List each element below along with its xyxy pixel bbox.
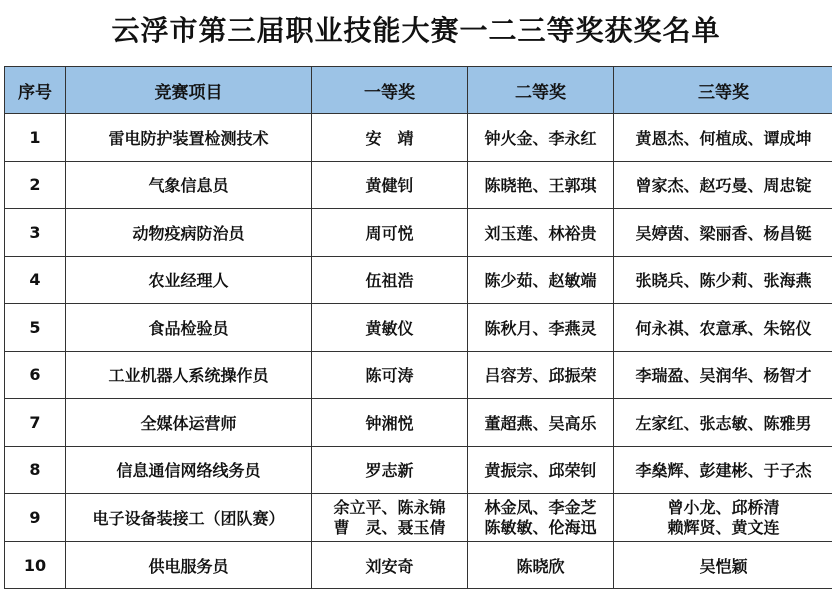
cell-second: 陈晓艳、王郭琪 — [468, 161, 614, 209]
cell-third — [614, 494, 832, 542]
cell-third: 李瑞盈、吴润华、杨智才 — [614, 351, 832, 399]
table-row — [5, 304, 832, 352]
cell-no: 4 — [5, 256, 66, 304]
cell-second: 陈秋月、李燕灵 — [468, 304, 614, 352]
cell-third: 李燊辉、彭建彬、于子杰 — [614, 446, 832, 494]
header-event: 竞赛项目 — [66, 67, 312, 114]
cell-first: 钟湘悦 — [312, 399, 468, 447]
header-third-prize: 三等奖 — [614, 67, 832, 114]
third-line-1: 曾小龙、邱桥清 — [667, 497, 780, 517]
cell-event: 食品检验员 — [66, 304, 312, 352]
cell-no: 2 — [5, 161, 66, 209]
cell-second: 钟火金、李永红 — [468, 114, 614, 162]
cell-third: 黄恩杰、何植成、谭成坤 — [614, 114, 832, 162]
cell-third: 何永祺、农意承、朱铭仪 — [614, 304, 832, 352]
cell-first: 罗志新 — [312, 446, 468, 494]
cell-second: 董超燕、吴高乐 — [468, 399, 614, 447]
cell-first: 伍祖浩 — [312, 256, 468, 304]
cell-no: 6 — [5, 351, 66, 399]
second-line-1: 林金凤、李金芝 — [484, 497, 597, 517]
cell-no: 10 — [5, 542, 66, 589]
cell-second: 刘玉莲、林裕贵 — [468, 209, 614, 257]
cell-event: 农业经理人 — [66, 256, 312, 304]
cell-third: 左家红、张志敏、陈雅男 — [614, 399, 832, 447]
page-title: 云浮市第三届职业技能大赛一二三等奖获奖名单 — [111, 14, 721, 47]
table-row — [5, 446, 832, 494]
cell-no: 8 — [5, 446, 66, 494]
header-second-prize: 二等奖 — [468, 67, 614, 114]
cell-first: 黄健钊 — [312, 161, 468, 209]
cell-no: 9 — [5, 494, 66, 542]
cell-event: 供电服务员 — [66, 542, 312, 589]
table-row — [5, 351, 832, 399]
table-row — [5, 542, 832, 589]
cell-event: 全媒体运营师 — [66, 399, 312, 447]
cell-event: 气象信息员 — [66, 161, 312, 209]
cell-no: 1 — [5, 114, 66, 162]
first-line-1: 余立平、陈永锦 — [333, 497, 446, 517]
cell-third: 张晓兵、陈少莉、张海燕 — [614, 256, 832, 304]
table-row — [5, 114, 832, 162]
cell-event: 动物疫病防治员 — [66, 209, 312, 257]
cell-event: 工业机器人系统操作员 — [66, 351, 312, 399]
cell-event: 雷电防护装置检测技术 — [66, 114, 312, 162]
cell-no: 5 — [5, 304, 66, 352]
cell-first: 黄敏仪 — [312, 304, 468, 352]
table-row — [5, 494, 832, 542]
cell-no: 3 — [5, 209, 66, 257]
cell-first: 陈可涛 — [312, 351, 468, 399]
table-row — [5, 399, 832, 447]
header-no: 序号 — [5, 67, 66, 114]
cell-first: 周可悦 — [312, 209, 468, 257]
award-table — [4, 66, 832, 589]
cell-third: 吴恺颖 — [614, 542, 832, 589]
cell-second: 陈少茹、赵敏端 — [468, 256, 614, 304]
third-line-2: 赖辉贤、黄文连 — [667, 517, 780, 537]
second-line-2: 陈敏敏、伦海迅 — [484, 517, 597, 537]
first-line-2: 曹 灵、聂玉倩 — [333, 517, 446, 537]
table-row — [5, 209, 832, 257]
table-header-row — [5, 67, 832, 114]
cell-no: 7 — [5, 399, 66, 447]
cell-event: 电子设备装接工（团队赛） — [66, 494, 312, 542]
cell-third: 曾家杰、赵巧曼、周忠锭 — [614, 161, 832, 209]
cell-first: 安 靖 — [312, 114, 468, 162]
cell-second: 陈晓欣 — [468, 542, 614, 589]
cell-third: 吴婷茵、梁丽香、杨昌铤 — [614, 209, 832, 257]
header-first-prize: 一等奖 — [312, 67, 468, 114]
cell-second: 吕容芳、邱振荣 — [468, 351, 614, 399]
cell-second: 黄振宗、邱荣钊 — [468, 446, 614, 494]
cell-first — [312, 494, 468, 542]
table-row — [5, 256, 832, 304]
table-row — [5, 161, 832, 209]
cell-second — [468, 494, 614, 542]
cell-event: 信息通信网络线务员 — [66, 446, 312, 494]
cell-first: 刘安奇 — [312, 542, 468, 589]
